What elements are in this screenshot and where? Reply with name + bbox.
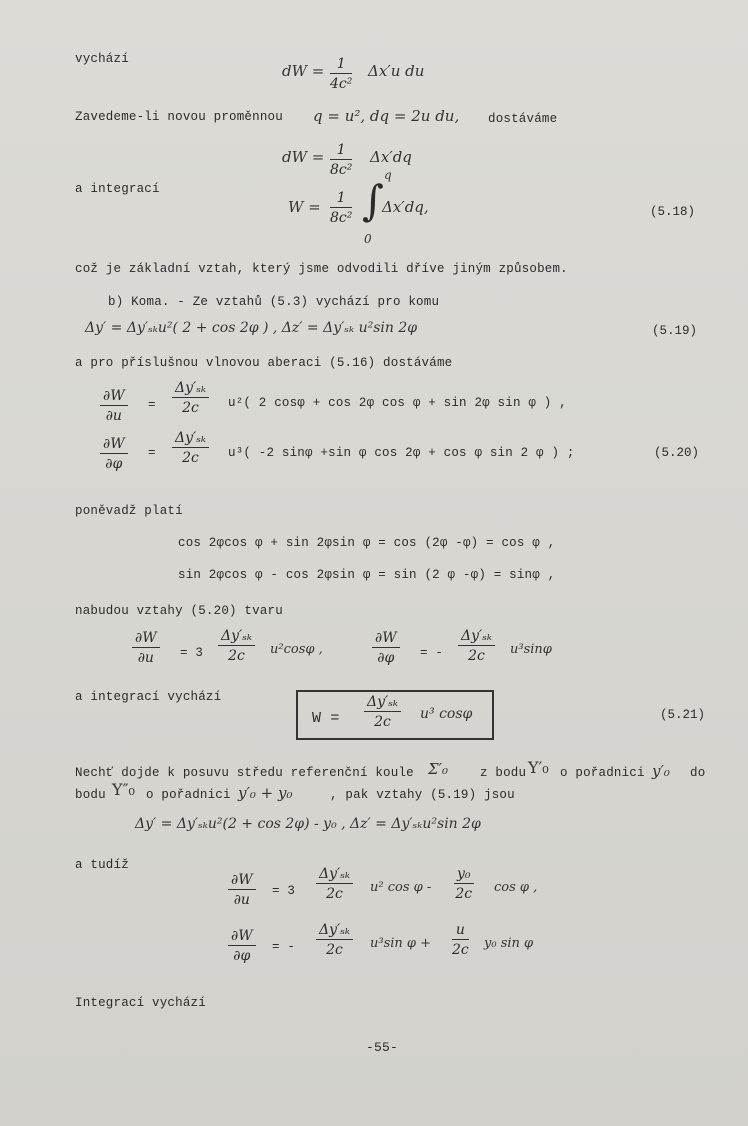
eq-final-dwdphi-coef: $\frac{\text{Δy′ₛₖ}}{2c}$ <box>316 922 353 958</box>
eq-final-dwdu-lhs: $\frac{\partial W}{\partial u}$ <box>228 872 256 908</box>
eq-number-5-19: (5.19) <box>652 324 698 338</box>
eq-521-rest: u³ cosφ <box>420 706 473 722</box>
eq-substitution: q = u², dq = 2u du, <box>313 107 460 125</box>
eq-521a-eq: = 3 <box>180 646 204 660</box>
sym-y0: y′₀ <box>652 762 670 780</box>
eq-519: Δy′ = Δy′ₛₖu²( 2 + cos 2φ ) , Δz′ = Δy′ₛₖ u²sin 2φ <box>85 320 418 336</box>
eq-521-w: W = <box>312 710 340 727</box>
integral-sign: ∫ <box>362 176 384 225</box>
eq-final-dwdu-rest: cos φ , <box>494 880 538 895</box>
eq-dw-1-frac: $\frac{1}{\text{4c²}}$ <box>330 56 353 92</box>
text-integraci-vychazi-2: Integrací vychází <box>75 996 206 1010</box>
eq-dwdu-coef: $\frac{\text{Δy′ₛₖ}}{2c}$ <box>172 380 209 416</box>
sym-y0-plus-y0: y′₀ + y₀ <box>238 784 293 802</box>
text-integraci-vychazi: a integrací vychází <box>75 690 222 704</box>
text-zavedeme: Zavedeme-li novou proměnnou <box>75 110 283 124</box>
eq-dw-1: dW = <box>282 62 325 80</box>
eq-521a-lhs: $\frac{\partial W}{\partial u}$ <box>132 630 160 666</box>
eq-dw-2: dW = <box>282 148 325 166</box>
eq-identity-cos: cos 2φcos φ + sin 2φsin φ = cos (2φ -φ) = cos φ , <box>178 536 556 550</box>
eq-final-dwdu-coef2: $\frac{\text{y₀}}{2c}$ <box>455 866 473 902</box>
eq-dwdu-eq: = <box>148 398 156 412</box>
eq-final-dwdphi-coef2: $\frac{u}{2c}$ <box>452 922 469 958</box>
eq-number-5-21: (5.21) <box>660 708 706 722</box>
eq-521b-eq: = - <box>420 646 444 660</box>
eq-dwdu-rest: u²( 2 cosφ + cos 2φ cos φ + sin 2φ sin φ ) , <box>228 396 567 410</box>
eq-w-518-rest: Δx′dq, <box>382 198 429 216</box>
eq-521b-lhs: $\frac{\partial W}{\partial\varphi}$ <box>372 630 400 666</box>
sym-Y0-double: Y″₀ <box>112 780 135 799</box>
text-koma: b) Koma. - Ze vztahů (5.3) vychází pro komu <box>108 295 440 309</box>
eq-dwdphi-eq: = <box>148 446 156 460</box>
text-coz-je: což je základní vztah, který jsme odvodili dříve jiným způsobem. <box>75 262 568 276</box>
eq-dw-2-rest: Δx′dq <box>370 148 412 166</box>
page-number: -55- <box>366 1040 399 1055</box>
sym-sigma0: Σ′₀ <box>428 760 449 778</box>
eq-final-dwdu-coef: $\frac{\text{Δy′ₛₖ}}{2c}$ <box>316 866 353 902</box>
eq-final-dwdphi-mid: u³sin φ + <box>370 936 432 951</box>
eq-521b-rest: u³sinφ <box>510 642 552 657</box>
eq-w-518: W = <box>288 198 321 216</box>
text-bodu: bodu <box>75 788 106 802</box>
text-nechť: Nechť dojde k posuvu středu referenční koule <box>75 766 414 780</box>
text-o-poradnici-2: o pořadnici <box>146 788 231 802</box>
eq-521-frac: $\frac{\text{Δy′ₛₖ}}{2c}$ <box>364 694 401 730</box>
eq-number-5-20: (5.20) <box>654 446 700 460</box>
text-vlnova-aberace: a pro příslušnou vlnovou aberaci (5.16) dostáváme <box>75 356 453 370</box>
text-vychazi: vychází <box>75 52 129 66</box>
text-dostavame: dostáváme <box>488 112 558 126</box>
eq-final-dwdphi-lhs: $\frac{\partial W}{\partial\varphi}$ <box>228 928 256 964</box>
eq-dwdu-lhs: $\frac{\partial W}{\partial u}$ <box>100 388 128 424</box>
eq-number-5-18: (5.18) <box>650 205 696 219</box>
eq-w-518-frac: $\frac{1}{\text{8c²}}$ <box>330 190 353 226</box>
text-o-poradnici: o pořadnici <box>560 766 645 780</box>
text-z-bodu: z bodu <box>480 766 527 780</box>
eq-521a-coef: $\frac{\text{Δy′ₛₖ}}{2c}$ <box>218 628 255 664</box>
integral-lower-limit: 0 <box>364 232 372 246</box>
text-pak-vztahy: , pak vztahy (5.19) jsou <box>330 788 515 802</box>
eq-identity-sin: sin 2φcos φ - cos 2φsin φ = sin (2 φ -φ) = sinφ , <box>178 568 556 582</box>
eq-dwdphi-rest: u³( -2 sinφ +sin φ cos 2φ + cos φ sin 2 φ ) ; <box>228 446 575 460</box>
eq-final-dwdphi-eq: = - <box>272 940 296 954</box>
eq-final-dwdphi-rest: y₀ sin φ <box>484 936 534 951</box>
eq-dw-2-frac: $\frac{1}{\text{8c²}}$ <box>330 142 353 178</box>
eq-521b-coef: $\frac{\text{Δy′ₛₖ}}{2c}$ <box>458 628 495 664</box>
text-ponevadz: poněvadž platí <box>75 504 183 518</box>
eq-dw-1-rest: Δx′u du <box>368 62 425 80</box>
integral-upper-limit: q <box>384 168 392 182</box>
eq-final-dwdu-mid: u² cos φ - <box>370 880 432 895</box>
sym-Y0: Y′₀ <box>528 758 549 777</box>
eq-dwdphi-coef: $\frac{\text{Δy′ₛₖ}}{2c}$ <box>172 430 209 466</box>
eq-521a-rest: u²cosφ , <box>270 642 323 657</box>
text-nabudou: nabudou vztahy (5.20) tvaru <box>75 604 283 618</box>
text-a-integraci: a integrací <box>75 182 160 196</box>
eq-final-dwdu-eq: = 3 <box>272 884 296 898</box>
text-a-tudiz: a tudíž <box>75 858 129 872</box>
text-do: do <box>690 766 706 780</box>
eq-519-shifted: Δy′ = Δy′ₛₖu²(2 + cos 2φ) - y₀ , Δz′ = Δy′ₛₖu²sin 2φ <box>135 816 481 832</box>
eq-dwdphi-lhs: $\frac{\partial W}{\partial\varphi}$ <box>100 436 128 472</box>
